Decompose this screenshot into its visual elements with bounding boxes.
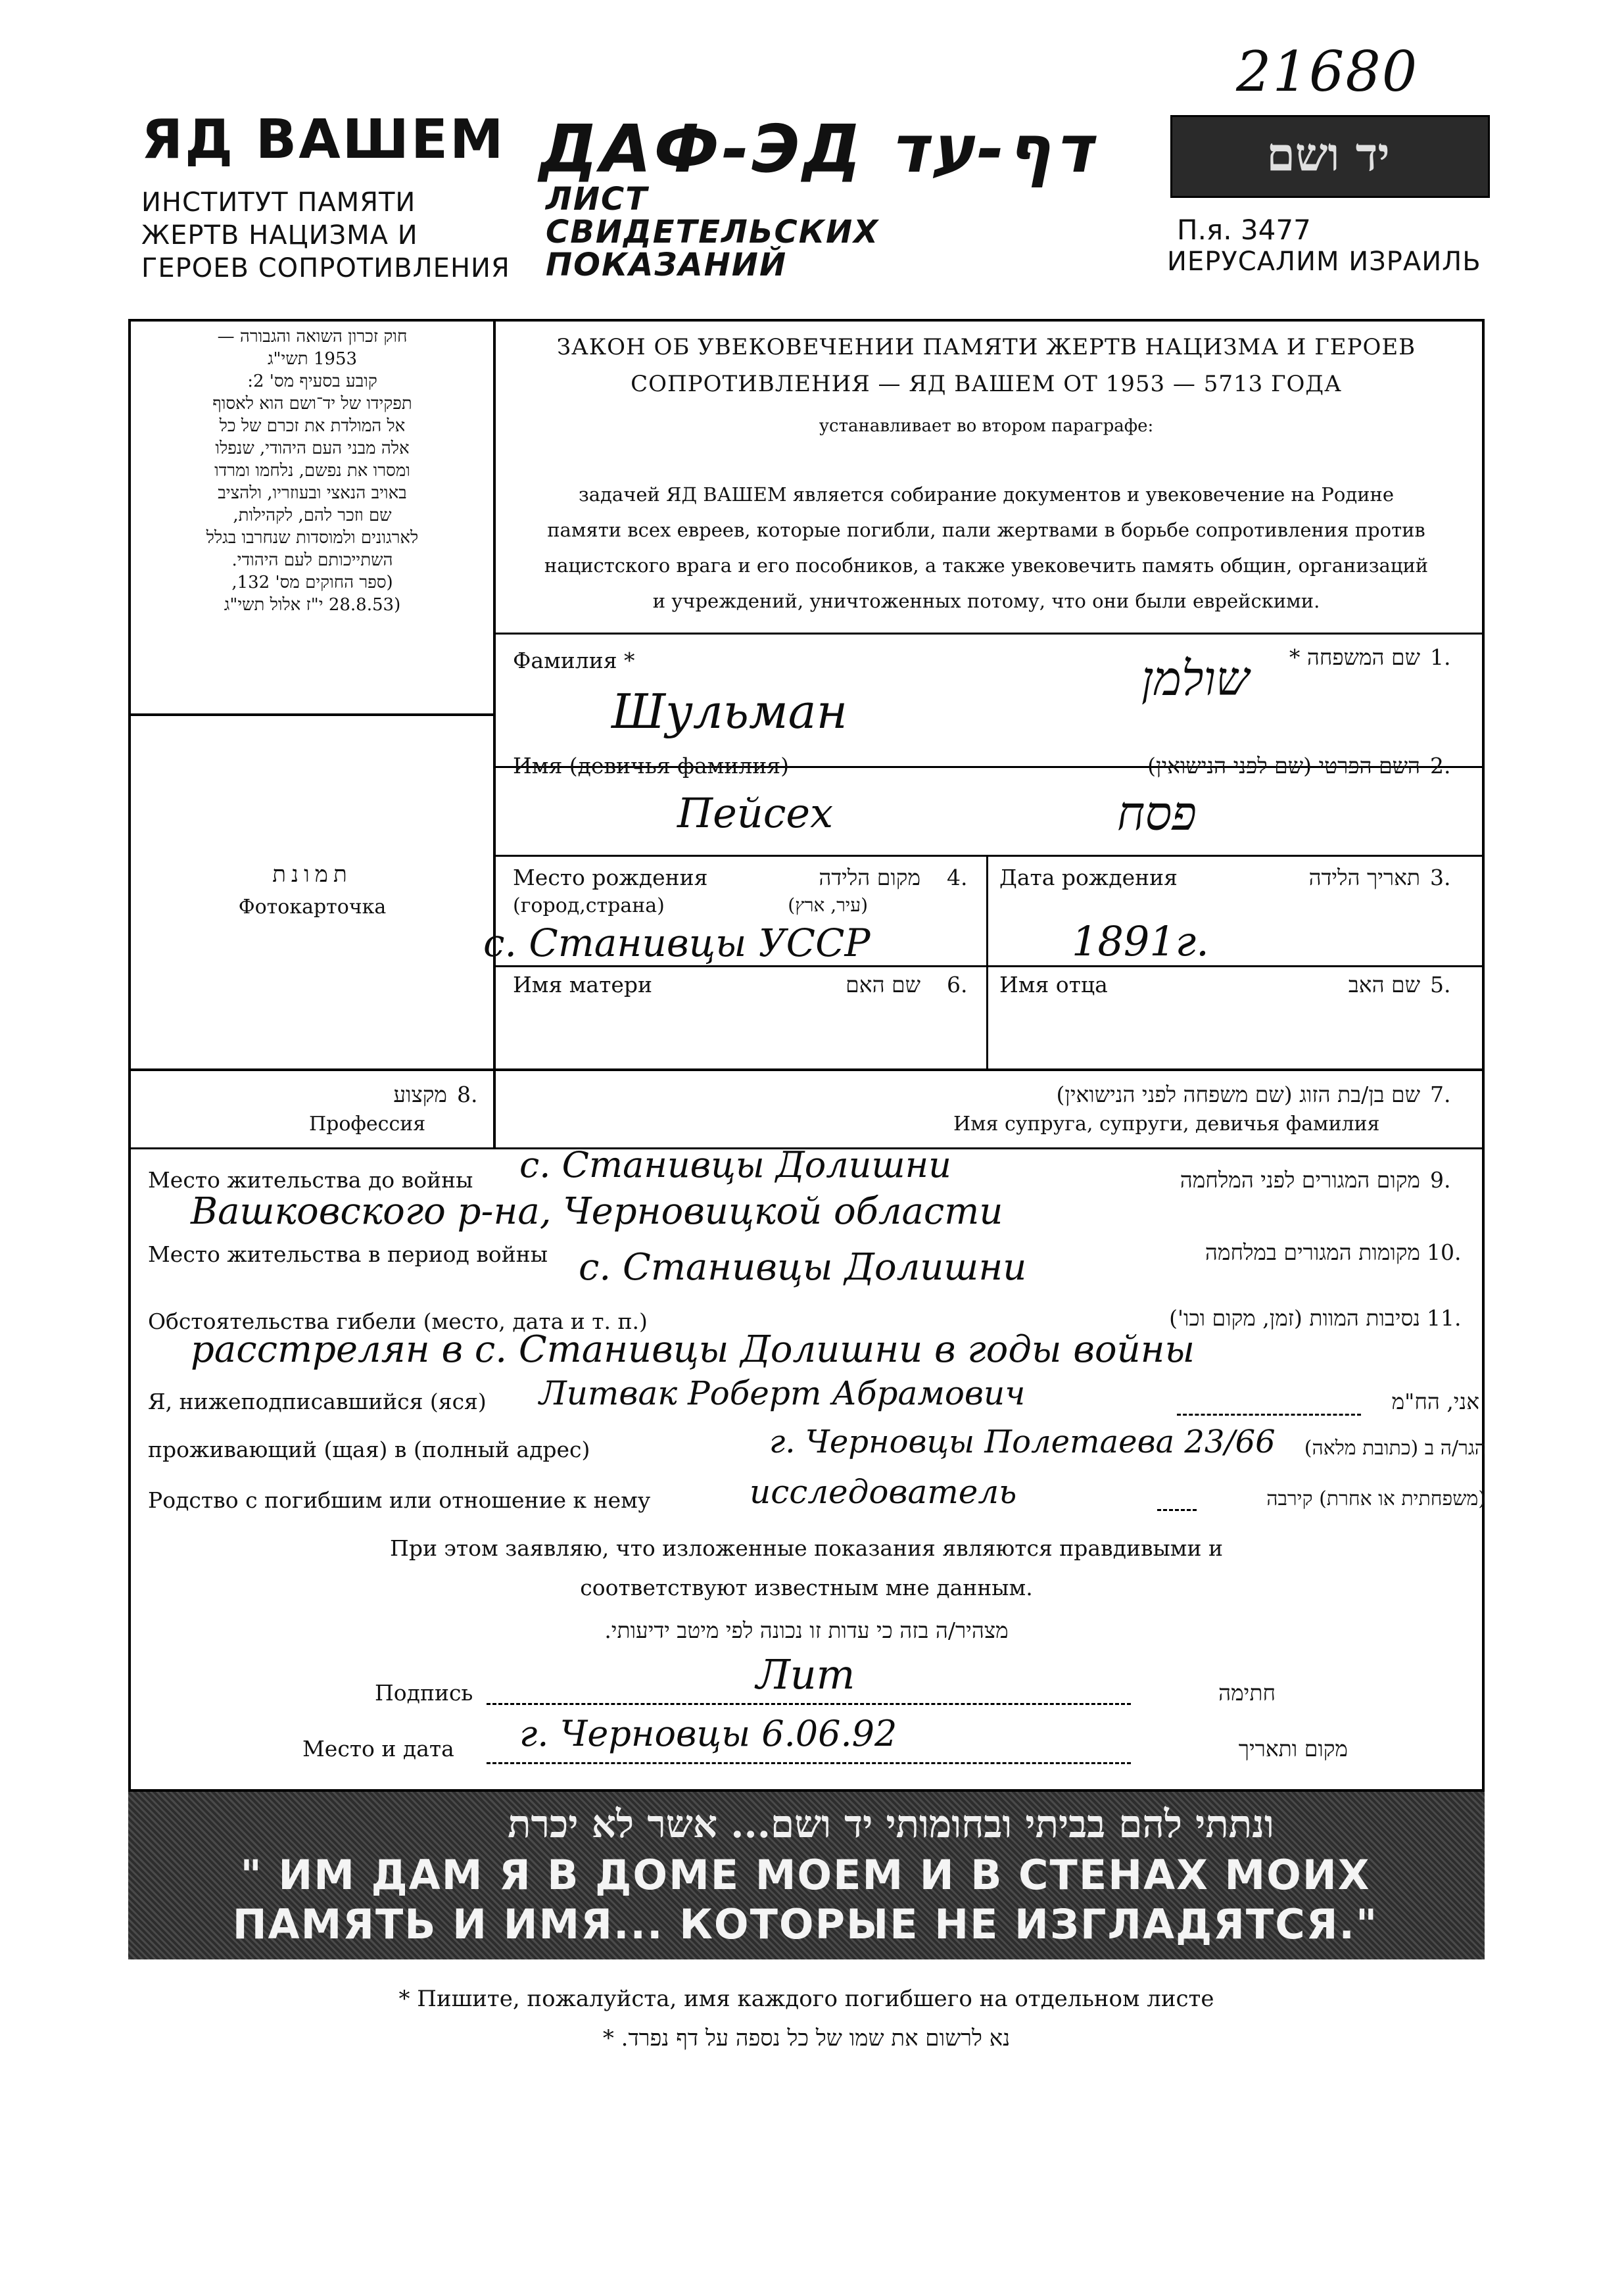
city: ИЕРУСАЛИМ ИЗРАИЛЬ <box>1167 247 1481 277</box>
signature-label-he: חתימה <box>1218 1680 1276 1706</box>
form-subtitle-2: СВИДЕТЕЛЬСКИХ <box>546 214 880 251</box>
surname-label-he: שם המשפחה * <box>1289 644 1420 670</box>
institute-line-2: ЖЕРТВ НАЦИЗМА И <box>141 220 418 251</box>
witness-name-label-he: אני, הח"מ <box>1391 1389 1479 1414</box>
death-circumstances-label-he: נסיבות המוות (זמן, מקום וכו') <box>1169 1305 1420 1331</box>
logo-stamp-text: יד ושם <box>1266 127 1390 181</box>
signature-label-ru: Подпись <box>375 1680 473 1706</box>
father-name-label-he: שם האב <box>1348 972 1420 997</box>
witness-address-value: г. Черновцы Полетаева 23/66 <box>769 1424 1276 1460</box>
birth-date-label-he: תאריך הלידה <box>1308 865 1420 890</box>
field-number-3: 3. <box>1430 865 1451 890</box>
field-number-7: 7. <box>1430 1082 1451 1107</box>
profession-label-ru: Профессия <box>309 1113 426 1136</box>
death-circumstances-value: расстрелян в с. Станивцы Долишни в годы войны <box>191 1328 1195 1371</box>
war-residence-value: с. Станивцы Долишни <box>579 1246 1027 1289</box>
field-number-6: 6. <box>947 972 968 997</box>
prewar-residence-value-2: Вашковского р-на, Черновицкой области <box>191 1190 1003 1233</box>
field-number-10: 10. <box>1427 1239 1462 1265</box>
place-date-label-he: מקום ותאריך <box>1238 1736 1348 1762</box>
birth-place-label-ru: Место рождения <box>513 865 708 890</box>
birth-place-label-he: מקום הלידה <box>819 865 920 890</box>
photo-label-ru: Фотокарточка <box>238 896 387 919</box>
birth-place-label-ru-2: (город,страна) <box>513 894 665 917</box>
form-title: ДАФ-ЭД דף-עד <box>539 110 1095 187</box>
witness-relation-value: исследователь <box>750 1473 1017 1511</box>
org-name-ru: ЯД ВАШЕМ <box>141 108 506 171</box>
declaration-he: מצהיר/ה בזה כי עדות זו נכונה לפי מיטב ידיעותי. <box>604 1618 1009 1643</box>
witness-relation-label-ru: Родство с погибшим или отношение к нему <box>148 1487 651 1513</box>
po-box: П.я. 3477 <box>1177 214 1311 246</box>
banner-quote-ru-1: " ИМ ДАМ Я В ДОМЕ МОЕМ И В СТЕНАХ МОИХ <box>240 1851 1371 1899</box>
banner-quote-he: ונתתי להם בביתי ובחומותי יד ושם... אשר לא יכרת <box>508 1802 1274 1846</box>
law-text-he: חוק זכרון השואה והגבורה — 1953 תשי"ג קובע בסעיף מס' 2: תפקידו של יד־ושם הוא לאסוף אל המולדת את זכרם של כל אלה מבני העם היהודי, שנפלו ומסרו את נפשם, נלחמו ומרדו באויב הנאצי ובעוזריו, ולהציב שם וזכר להם, לקהילות, לארגונים ולמוסדות שנחרבו בגלל השתייכותם לעם היהודי. (ספר החוקים מס' 132, (28.8.53 י"ז אלול תשי"ג <box>206 327 419 615</box>
place-date-value: г. Черновцы 6.06.92 <box>519 1713 897 1754</box>
witness-relation-label-he: (משפחתית או אחרת) קירבה <box>1266 1487 1486 1510</box>
prewar-residence-label-he: מקום המגורים לפני המלחמה <box>1180 1167 1420 1193</box>
footnote-ru: * Пишите, пожалуйста, имя каждого погибшего на отдельном листе <box>398 1986 1214 2012</box>
institute-line-1: ИНСТИТУТ ПАМЯТИ <box>141 187 416 218</box>
mother-name-label-ru: Имя матери <box>513 972 653 997</box>
birth-date-value: 1891г. <box>1072 917 1209 965</box>
photo-label-he: תמונת <box>272 861 352 888</box>
birth-place-label-he-2: (עיר, ארץ) <box>788 894 868 916</box>
witness-name-label-ru: Я, нижеподписавшийся (яся) <box>148 1389 487 1414</box>
spouse-label-he: שם בן/בת הזוג (שם משפחה לפני הנישואין) <box>1056 1082 1420 1107</box>
witness-address-label-ru: проживающий (щая) в (полный адрес) <box>148 1437 590 1462</box>
form-subtitle-1: ЛИСТ <box>546 181 649 218</box>
mother-name-label-he: שם האם <box>846 972 920 997</box>
field-number-8: 8. <box>457 1082 478 1107</box>
first-name-value-ru: Пейсех <box>677 789 834 837</box>
field-number-1: 1. <box>1430 644 1451 670</box>
declaration-ru-1: При этом заявляю, что изложенные показания являются правдивыми и <box>390 1535 1223 1561</box>
spouse-label-ru: Имя супруга, супруги, девичья фамилия <box>953 1113 1380 1136</box>
place-date-label-ru: Место и дата <box>302 1736 454 1762</box>
field-number-5: 5. <box>1430 972 1451 997</box>
father-name-label-ru: Имя отца <box>999 972 1108 997</box>
prewar-residence-value-1: с. Станивцы Долишни <box>519 1144 951 1186</box>
law-title-ru: ЗАКОН ОБ УВЕКОВЕЧЕНИИ ПАМЯТИ ЖЕРТВ НАЦИЗМА И ГЕРОЕВ СОПРОТИВЛЕНИЯ — ЯД ВАШЕМ ОТ 1953 — 5713 ГОДА <box>556 334 1416 397</box>
banner-quote-ru-2: ПАМЯТЬ И ИМЯ... КОТОРЫЕ НЕ ИЗГЛАДЯТСЯ." <box>232 1900 1379 1948</box>
war-residence-label-ru: Место жительства в период войны <box>148 1241 548 1267</box>
signature-value: Лит <box>756 1650 855 1698</box>
law-subtitle-ru: устанавливает во втором параграфе: <box>819 416 1154 436</box>
death-circumstances-label-ru: Обстоятельства гибели (место, дата и т. п.) <box>148 1308 648 1334</box>
document-number: 21680 <box>1236 39 1419 104</box>
surname-label-ru: Фамилия * <box>513 648 635 673</box>
birth-date-label-ru: Дата рождения <box>999 865 1178 890</box>
declaration-ru-2: соответствуют известным мне данным. <box>580 1575 1033 1600</box>
field-number-2: 2. <box>1430 753 1451 779</box>
prewar-residence-label-ru: Место жительства до войны <box>148 1167 473 1193</box>
institute-line-3: ГЕРОЕВ СОПРОТИВЛЕНИЯ <box>141 253 510 283</box>
first-name-label-ru: Имя (девичья фамилия) <box>513 753 789 779</box>
profession-label-he: מקצוע <box>393 1082 447 1107</box>
war-residence-label-he: מקומות המגורים במלחמה <box>1205 1239 1420 1265</box>
first-name-value-he: פסח <box>1116 786 1197 841</box>
field-number-9: 9. <box>1430 1167 1451 1193</box>
law-body-ru: задачей ЯД ВАШЕМ является собирание документов и увековечение на Родине памяти всех евреев, которые погибли, пали жертвами в борьбе сопротивления против нацистского врага и его пособников, а также увековечить память общин, организаций и учреждений, уничтоженных потому, что они были еврейскими. <box>544 483 1429 612</box>
field-number-4: 4. <box>947 865 968 890</box>
witness-name-value: Литвак Роберт Абрамович <box>539 1374 1026 1412</box>
witness-address-label-he: הגר/ה ב (כתובת מלאה) <box>1304 1437 1486 1460</box>
first-name-label-he: השם הפרטי (שם לפני הנישואין) <box>1147 753 1420 779</box>
form-subtitle-3: ПОКАЗАНИЙ <box>546 247 788 283</box>
birth-place-value: с. Станивцы УССР <box>483 921 871 965</box>
surname-value-he: שולמן <box>1141 651 1249 706</box>
footnote-he: נא לרשום את שמו של כל נספה על דף נפרד. * <box>602 2025 1011 2051</box>
surname-value-ru: Шульман <box>611 684 848 739</box>
field-number-11: 11. <box>1427 1305 1462 1331</box>
